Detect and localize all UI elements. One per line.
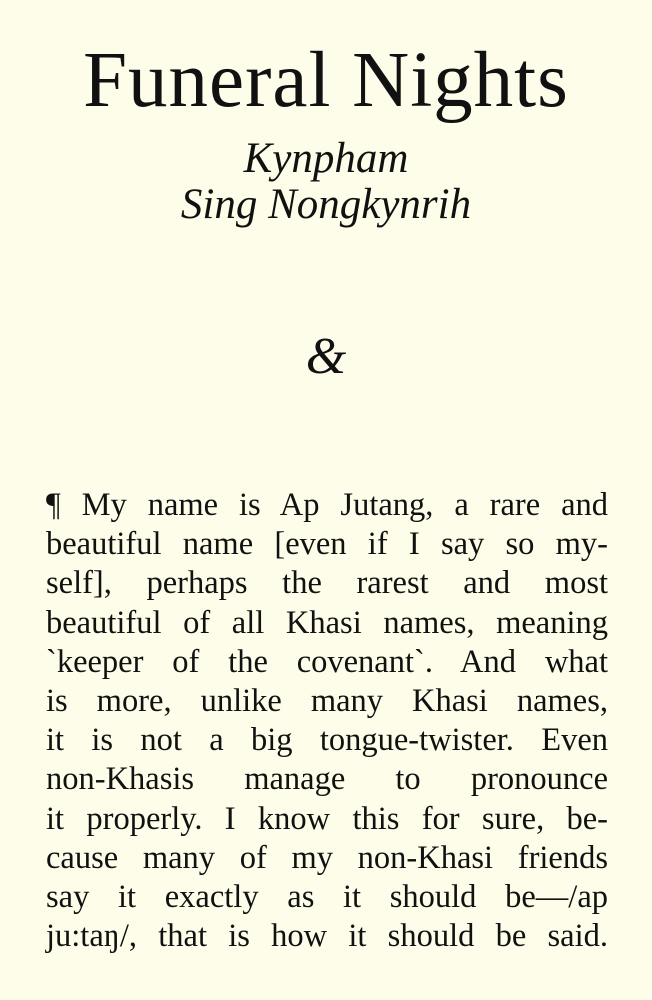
excerpt-line: self], perhaps the rarest and most [46, 565, 608, 602]
excerpt-line: it is not a big tongue-twister. Even [46, 722, 608, 759]
author-first-name: Kynpham [243, 135, 409, 182]
excerpt-paragraph [46, 486, 608, 956]
excerpt-line: it properly. I know this for sure, be- [46, 800, 608, 837]
book-title: Funeral Nights [83, 37, 569, 124]
excerpt-line: ju:taŋ/, that is how it should be said. [46, 918, 608, 955]
excerpt-line: is more, unlike many Khasi names, [46, 683, 608, 720]
author-last-name: Sing Nongkynrih [180, 181, 472, 228]
excerpt-line: ¶ My name is Ap Jutang, a rare and [46, 487, 608, 523]
excerpt-line: non-Khasis manage to pronounce [46, 761, 608, 798]
author-name [0, 136, 652, 228]
excerpt-line: cause many of my non-Khasi friends [46, 839, 608, 876]
ampersand-ornament: & [305, 328, 347, 385]
excerpt-line: beautiful of all Khasi names, meaning [46, 604, 608, 641]
excerpt-line: beautiful name [even if I say so my- [46, 526, 608, 563]
excerpt-line: say it exactly as it should be—/ap [46, 879, 608, 916]
excerpt-line: `keeper of the covenant`. And what [46, 643, 608, 680]
